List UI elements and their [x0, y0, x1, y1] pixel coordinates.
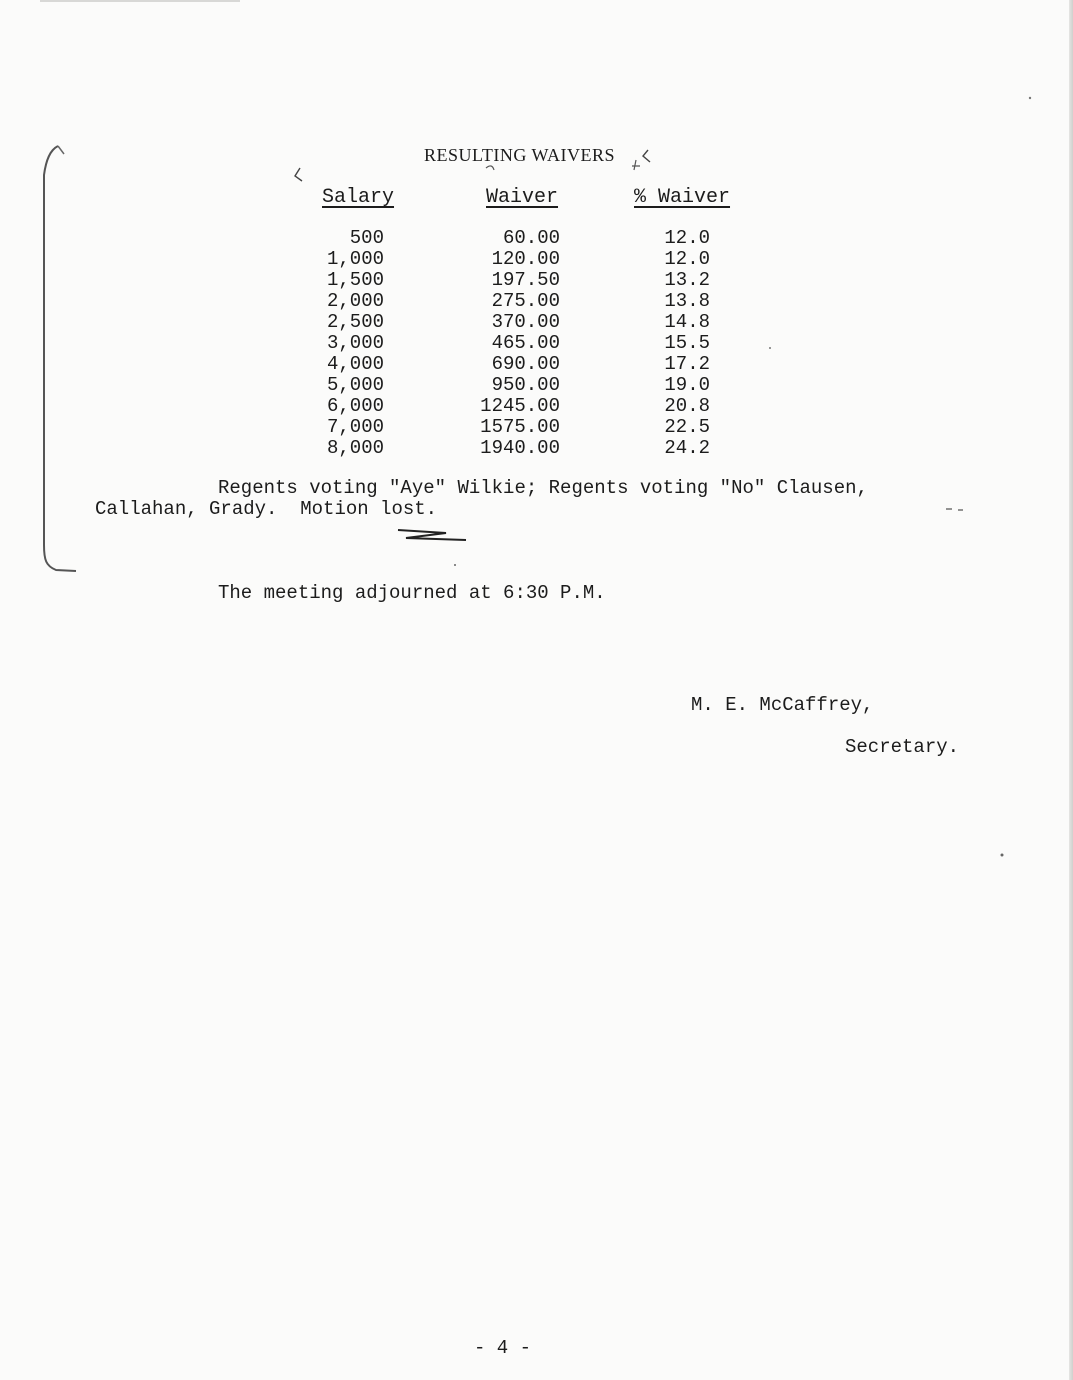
waiver-cell: 60.00 — [502, 227, 560, 249]
salary-cell: 7,000 — [326, 416, 384, 438]
salary-column — [300, 228, 384, 459]
waiver-cell: 120.00 — [491, 248, 560, 270]
percent-waiver-cell: 13.8 — [664, 290, 710, 312]
percent-waiver-column-header: % Waiver — [634, 186, 731, 209]
signature-name: M. E. McCaffrey, — [691, 694, 874, 716]
percent-waiver-cell: 19.0 — [664, 374, 710, 396]
salary-cell: 4,000 — [326, 353, 384, 375]
waiver-column — [440, 228, 560, 459]
salary-column-header: Salary — [322, 186, 395, 209]
salary-cell: 1,000 — [326, 248, 384, 270]
salary-cell: 6,000 — [326, 395, 384, 417]
pencil-mark — [486, 166, 494, 170]
vote-text-line-1: Regents voting "Aye" Wilkie; Regents voting "No" Clausen, — [218, 477, 868, 499]
waiver-cell: 197.50 — [491, 269, 560, 291]
percent-waiver-cell: 12.0 — [664, 227, 710, 249]
pencil-mark — [632, 160, 640, 170]
waiver-cell: 370.00 — [491, 311, 560, 333]
waiver-cell: 1575.00 — [480, 416, 560, 438]
waiver-column-header: Waiver — [486, 186, 559, 209]
page-number: - 4 - — [474, 1337, 532, 1359]
waiver-cell: 275.00 — [491, 290, 560, 312]
vote-text-line-2: Callahan, Grady. Motion lost. — [95, 498, 438, 520]
salary-cell: 1,500 — [326, 269, 384, 291]
salary-cell: 500 — [349, 227, 384, 249]
waiver-cell: 465.00 — [491, 332, 560, 354]
adjournment-text: The meeting adjourned at 6:30 P.M. — [218, 582, 606, 604]
waiver-cell: 690.00 — [491, 353, 560, 375]
margin-bracket-mark — [44, 146, 76, 571]
percent-waiver-cell: 15.5 — [664, 332, 710, 354]
pencil-mark — [946, 509, 963, 510]
percent-waiver-cell: 24.2 — [664, 437, 710, 459]
salary-cell: 8,000 — [326, 437, 384, 459]
percent-waiver-column — [640, 228, 710, 459]
percent-waiver-cell: 20.8 — [664, 395, 710, 417]
waiver-cell: 1940.00 — [480, 437, 560, 459]
pencil-mark — [643, 150, 650, 162]
table-title: RESULTING WAIVERS — [424, 145, 616, 165]
salary-cell: 5,000 — [326, 374, 384, 396]
waiver-cell: 1245.00 — [480, 395, 560, 417]
percent-waiver-cell: 12.0 — [664, 248, 710, 270]
percent-waiver-cell: 22.5 — [664, 416, 710, 438]
percent-waiver-cell: 14.8 — [664, 311, 710, 333]
salary-cell: 2,500 — [326, 311, 384, 333]
pen-scribble-mark — [398, 530, 466, 540]
bracket-tick-mark — [58, 146, 64, 154]
salary-cell: 2,000 — [326, 290, 384, 312]
percent-waiver-cell: 13.2 — [664, 269, 710, 291]
waiver-cell: 950.00 — [491, 374, 560, 396]
pencil-mark — [295, 168, 302, 181]
salary-cell: 3,000 — [326, 332, 384, 354]
percent-waiver-cell: 17.2 — [664, 353, 710, 375]
signature-title: Secretary. — [845, 736, 960, 758]
